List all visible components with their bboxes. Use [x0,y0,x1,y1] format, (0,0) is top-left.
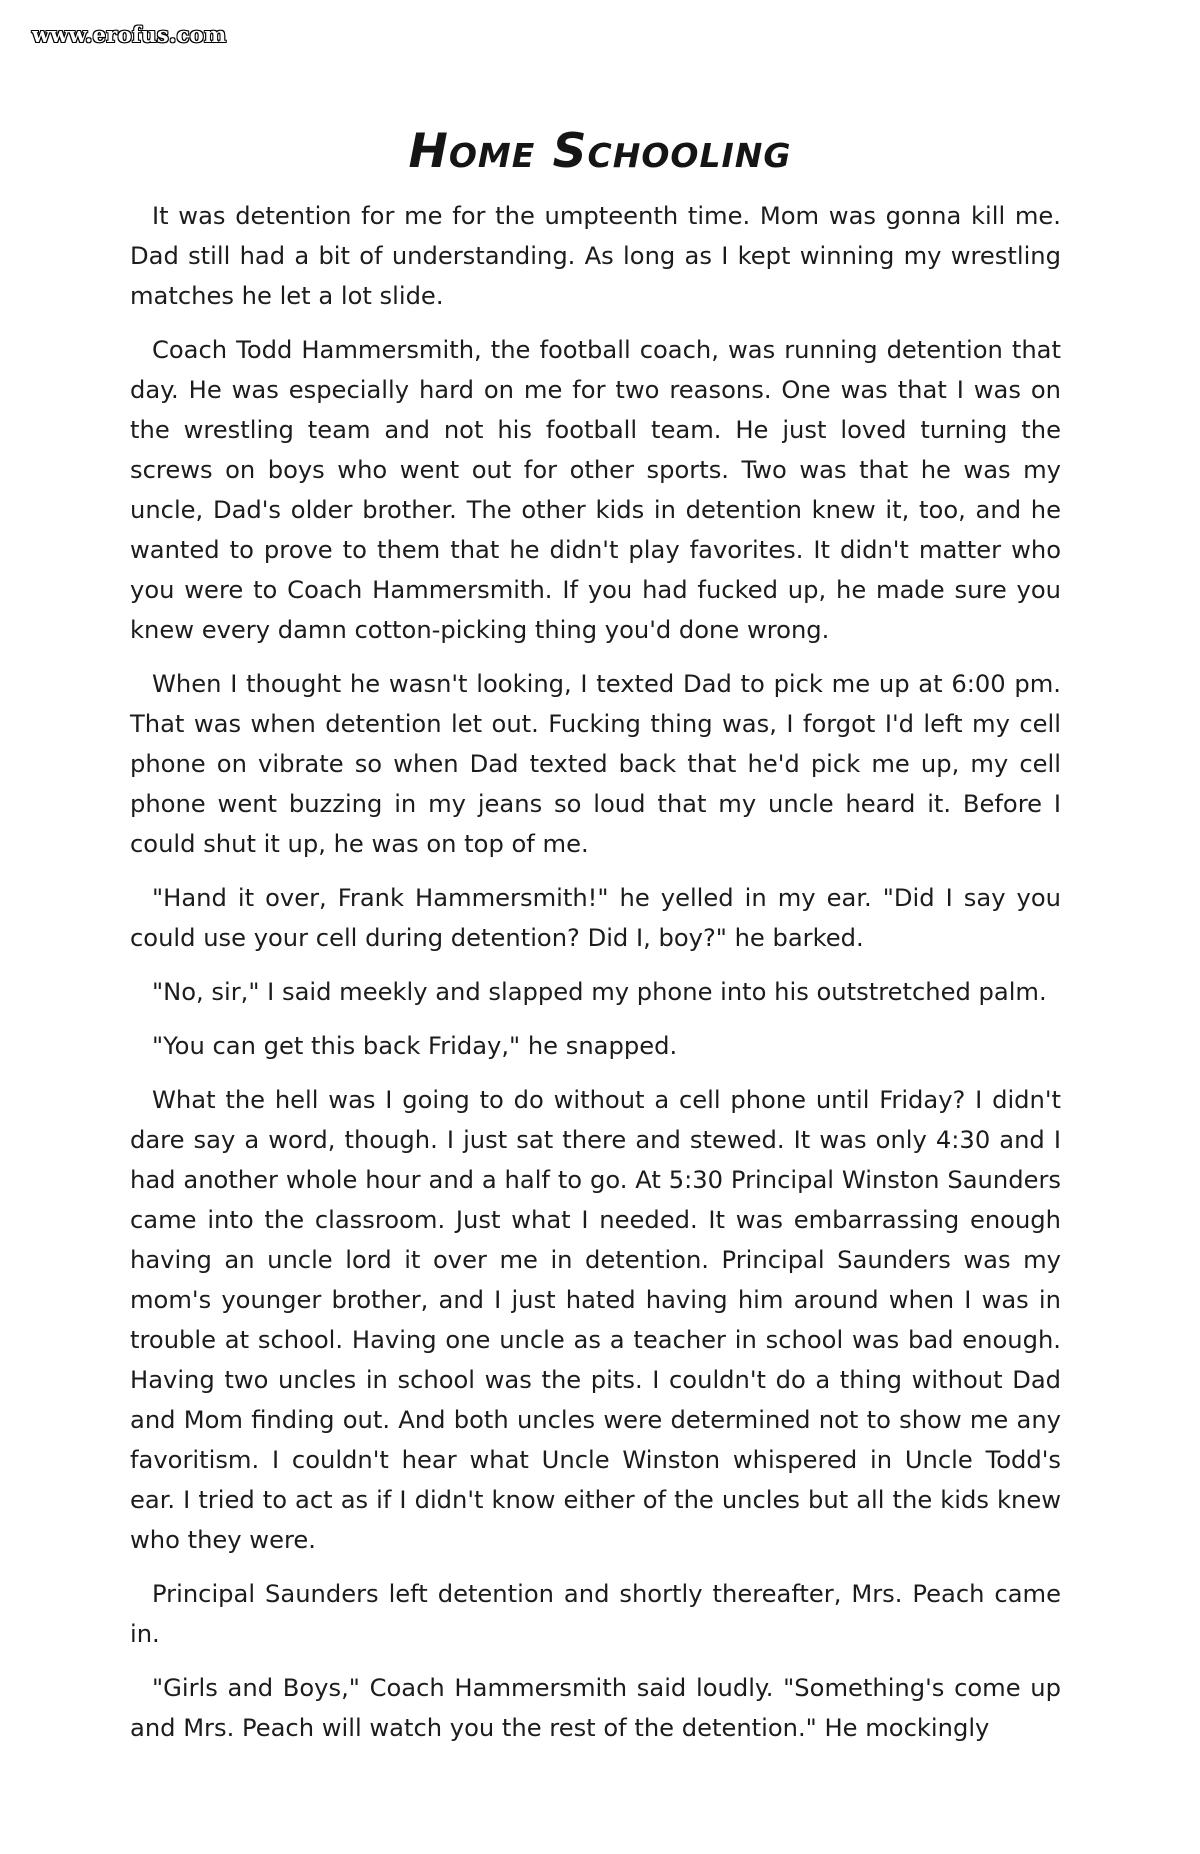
story-paragraph: What the hell was I going to do without a cell phone until Friday? I didn't dare say a word, though. I just sat there and stewed. It was only 4:30 and I had another whole hour and a half to go. At 5:30 Principal Winston Saunders came into the classroom. Just what I needed. It was embarrassing enough having an uncle lord it over me in detention. Principal Saunders was my mom's younger brother, and I just hated having him around when I was in trouble at school. Having one uncle as a teacher in school was bad enough. Having two uncles in school was the pits. I couldn't do a thing without Dad and Mom finding out. And both uncles were determined not to show me any favoritism. I couldn't hear what Uncle Winston whispered in Uncle Todd's ear. I tried to act as if I didn't know either of the uncles but all the kids knew who they were. [130,1086,1061,1554]
story-body [130,196,1061,1762]
story-paragraph: "Girls and Boys," Coach Hammersmith said loudly. "Something's come up and Mrs. Peach will watch you the rest of the detention." He mockingly [130,1674,1061,1742]
story-paragraph: When I thought he wasn't looking, I texted Dad to pick me up at 6:00 pm. That was when detention let out. Fucking thing was, I forgot I'd left my cell phone on vibrate so when Dad texted back that he'd pick me up, my cell phone went buzzing in my jeans so loud that my uncle heard it. Before I could shut it up, he was on top of me. [130,670,1061,858]
story-paragraph: Principal Saunders left detention and shortly thereafter, Mrs. Peach came in. [130,1580,1061,1648]
story-title: Home Schooling [408,124,792,179]
story-paragraph: "No, sir," I said meekly and slapped my phone into his outstretched palm. [152,978,1047,1006]
story-paragraph: Coach Todd Hammersmith, the football coach, was running detention that day. He was especially hard on me for two reasons. One was that I was on the wrestling team and not his football team. He just loved turning the screws on boys who went out for other sports. Two was that he was my uncle, Dad's older brother. The other kids in detention knew it, too, and he wanted to prove to them that he didn't play favorites. It didn't matter who you were to Coach Hammersmith. If you had fucked up, he made sure you knew every damn cotton-picking thing you'd done wrong. [130,336,1061,644]
site-watermark: www.erofus.com [32,22,227,47]
story-paragraph: It was detention for me for the umpteenth time. Mom was gonna kill me. Dad still had a bit of understanding. As long as I kept winning my wrestling matches he let a lot slide. [130,202,1061,310]
story-paragraph: "Hand it over, Frank Hammersmith!" he yelled in my ear. "Did I say you could use your cell during detention? Did I, boy?" he barked. [130,884,1061,952]
story-paragraph: "You can get this back Friday," he snapped. [152,1032,678,1060]
